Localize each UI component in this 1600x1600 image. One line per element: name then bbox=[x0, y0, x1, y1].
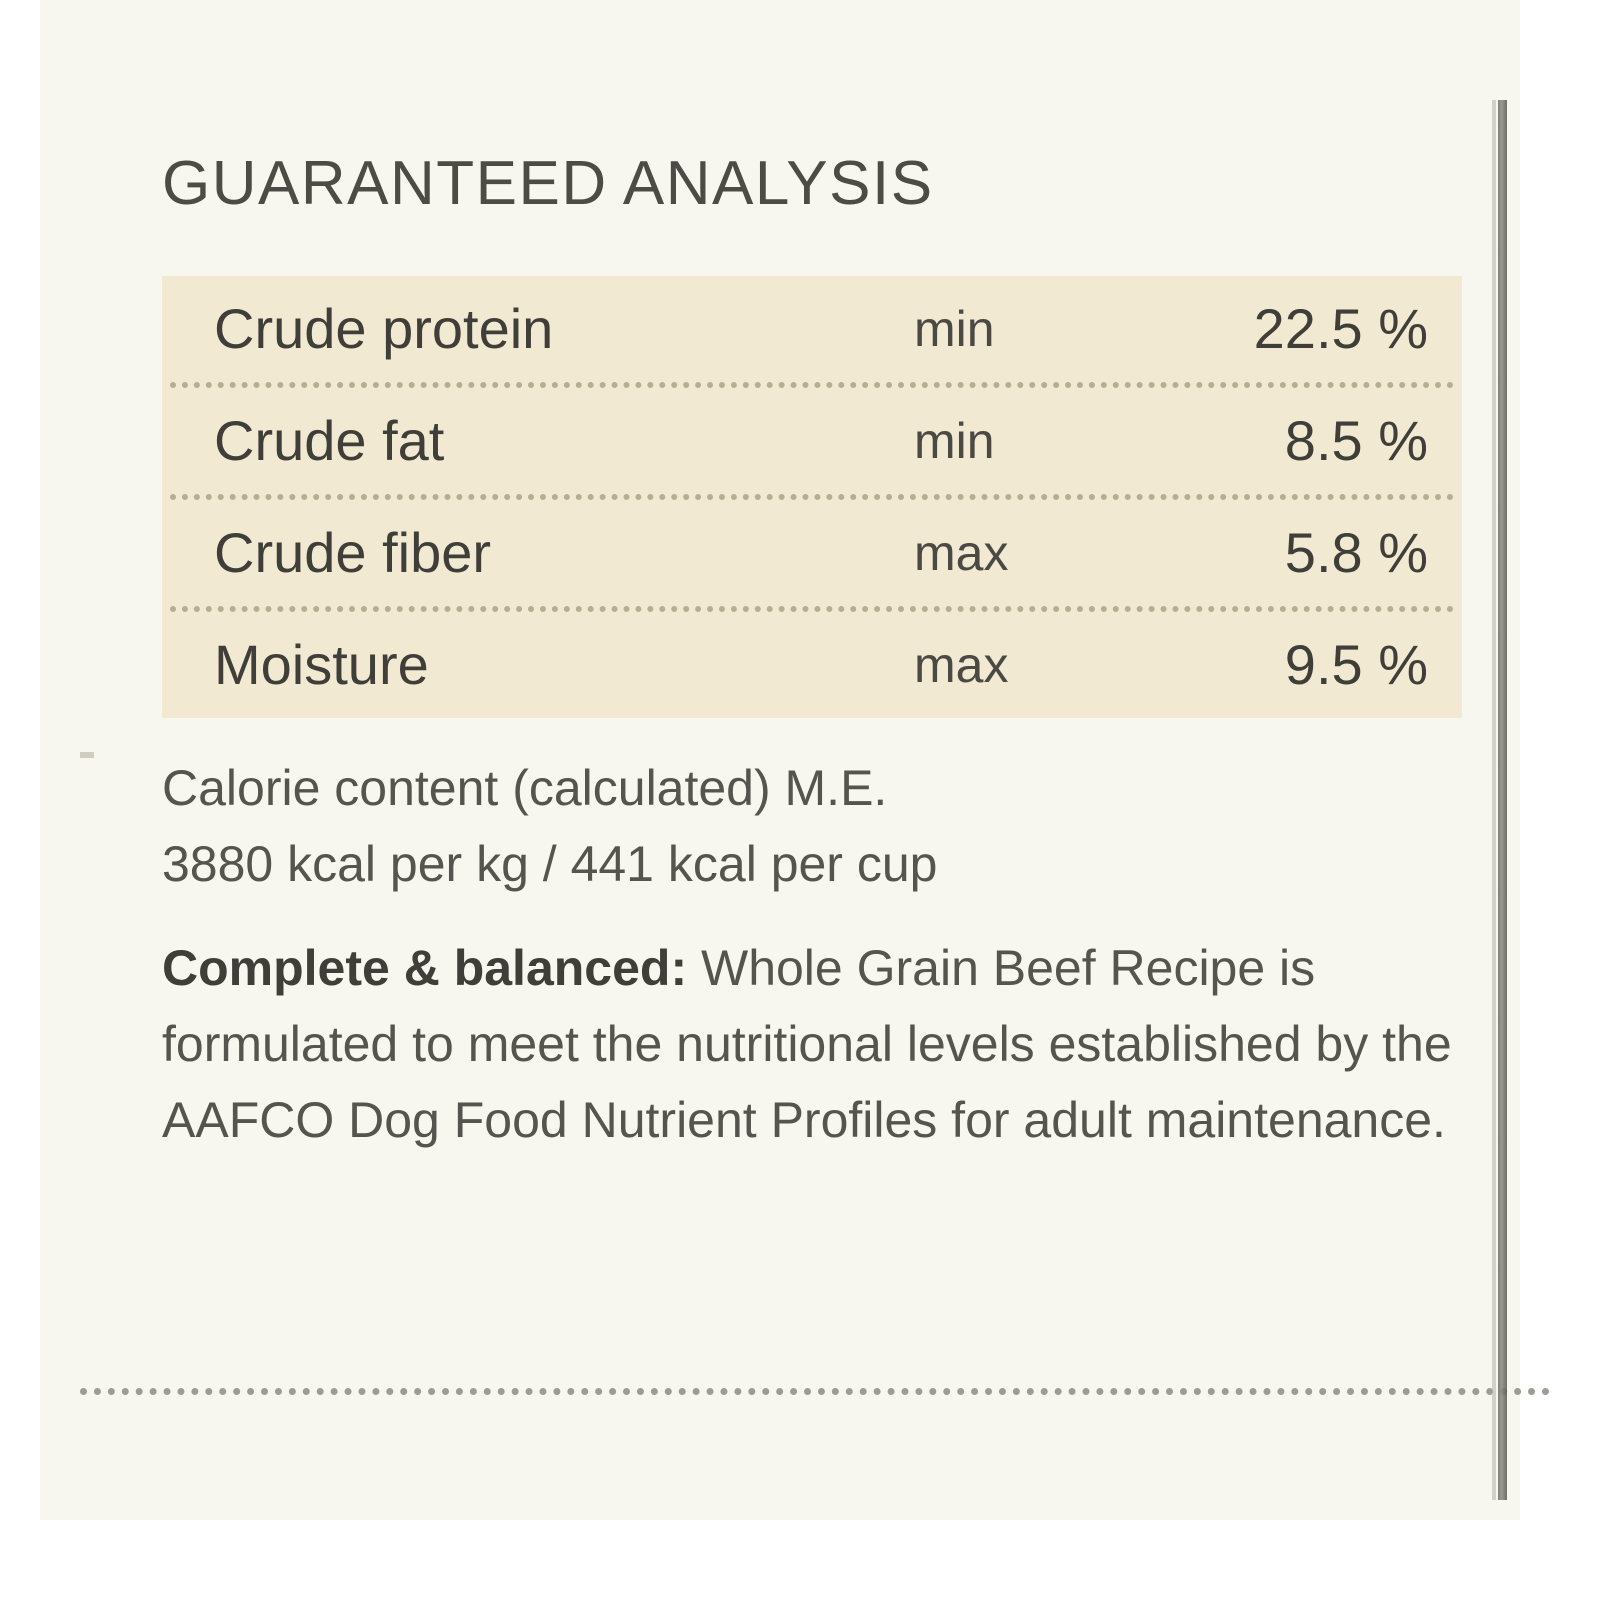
bottom-perforation-line bbox=[80, 1388, 1550, 1395]
nutrient-qualifier: max bbox=[914, 637, 1009, 693]
calorie-content-label: Calorie content (calculated) M.E. bbox=[162, 760, 888, 816]
nutrient-name: Crude fiber bbox=[214, 521, 492, 584]
complete-and-balanced-label: Complete & balanced: bbox=[162, 940, 688, 996]
nutrient-name: Crude fat bbox=[214, 409, 445, 472]
guaranteed-analysis-table bbox=[162, 276, 1462, 718]
table-row bbox=[162, 276, 1462, 382]
nutrient-value: 5.8 % bbox=[1284, 521, 1428, 584]
nutrient-qualifier: min bbox=[914, 413, 995, 469]
package-label-panel bbox=[40, 0, 1520, 1520]
edge-nick bbox=[80, 752, 94, 758]
nutrient-value: 22.5 % bbox=[1253, 297, 1428, 360]
nutrient-qualifier: min bbox=[914, 301, 995, 357]
calorie-content-block bbox=[162, 750, 1462, 902]
table-row bbox=[162, 500, 1462, 606]
package-spine-edge bbox=[1498, 100, 1507, 1500]
nutrient-name: Crude protein bbox=[214, 297, 554, 360]
calorie-content-value: 3880 kcal per kg / 441 kcal per cup bbox=[162, 836, 938, 892]
complete-and-balanced-statement bbox=[162, 930, 1467, 1158]
complete-and-balanced-text: Whole Grain Beef Recipe is formulated to meet the nutritional levels established by the AAFCO Dog Food Nutrient Profiles for adult maintenance. bbox=[162, 940, 1452, 1148]
nutrient-value: 8.5 % bbox=[1284, 409, 1428, 472]
nutrient-value: 9.5 % bbox=[1284, 633, 1428, 696]
package-edge-highlight bbox=[1492, 100, 1496, 1500]
nutrient-qualifier: max bbox=[914, 525, 1009, 581]
nutrient-name: Moisture bbox=[214, 633, 429, 696]
table-row bbox=[162, 612, 1462, 718]
table-row bbox=[162, 388, 1462, 494]
page-title: GUARANTEED ANALYSIS bbox=[162, 149, 934, 218]
